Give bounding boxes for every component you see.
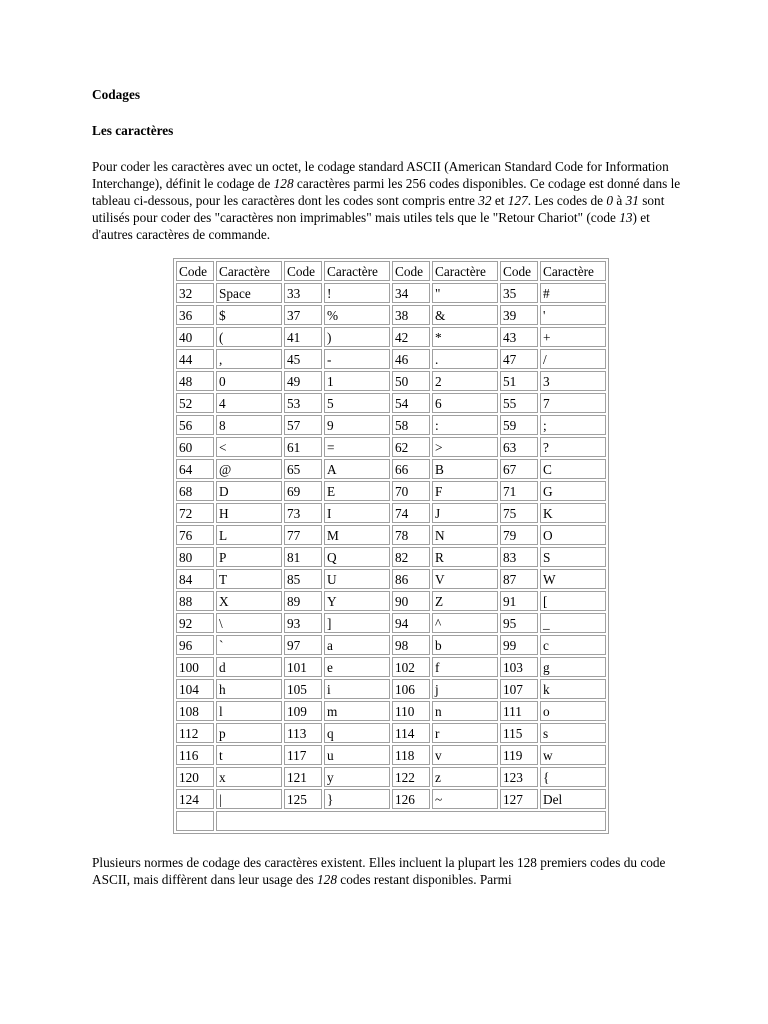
outro-paragraph [92,854,682,888]
character-cell: * [432,327,498,347]
table-row [176,393,606,413]
character-cell: X [216,591,282,611]
code-cell: 74 [392,503,430,523]
intro-text-1: Pour coder les caractères avec un octet, le codage standard ASCII (American Standard Code for Information Interchange), définit le codage de [92,159,669,191]
character-cell: T [216,569,282,589]
character-cell: 8 [216,415,282,435]
character-cell: 0 [216,371,282,391]
page-title: Codages [92,87,141,102]
code-cell: 106 [392,679,430,699]
code-cell: 59 [500,415,538,435]
character-cell: P [216,547,282,567]
character-cell: I [324,503,390,523]
character-cell: W [540,569,606,589]
character-cell: [ [540,591,606,611]
table-row [176,547,606,567]
code-cell: 68 [176,481,214,501]
code-cell: 109 [284,701,322,721]
code-cell: 115 [500,723,538,743]
code-cell: 79 [500,525,538,545]
character-cell: 6 [432,393,498,413]
code-cell: 57 [284,415,322,435]
ascii-table-body [176,283,606,831]
table-row [176,613,606,633]
table-row [176,371,606,391]
intro-text-4: . Les codes de [527,193,607,208]
table-row [176,723,606,743]
character-cell: G [540,481,606,501]
code-cell: 96 [176,635,214,655]
character-cell: b [432,635,498,655]
table-row [176,679,606,699]
character-cell: L [216,525,282,545]
code-cell: 35 [500,283,538,303]
table-row [176,745,606,765]
table-row [176,657,606,677]
character-cell: > [432,437,498,457]
code-cell: 121 [284,767,322,787]
character-cell: c [540,635,606,655]
empty-cell [216,811,606,831]
character-cell: ? [540,437,606,457]
code-cell: 91 [500,591,538,611]
intro-text-2: caractères parmi les 256 codes disponibles. Ce codage est donné dans le tableau ci-dessous, pour les caractères dont les codes sont compris entre [92,176,681,208]
ascii-table-container [173,258,682,834]
character-cell: { [540,767,606,787]
character-cell: : [432,415,498,435]
ascii-table [173,258,609,834]
character-cell: \ [216,613,282,633]
character-cell: A [324,459,390,479]
code-cell: 44 [176,349,214,369]
character-cell: | [216,789,282,809]
character-cell: x [216,767,282,787]
code-cell: 55 [500,393,538,413]
character-cell: a [324,635,390,655]
table-row [176,283,606,303]
code-cell: 73 [284,503,322,523]
character-cell: ' [540,305,606,325]
code-cell: 123 [500,767,538,787]
code-cell: 32 [176,283,214,303]
character-cell: ; [540,415,606,435]
intro-text-7: ) et d'autres caractères de commande. [92,210,650,242]
character-cell: l [216,701,282,721]
header-code: Code [392,261,430,281]
code-cell: 112 [176,723,214,743]
code-cell: 38 [392,305,430,325]
intro-number-127: 127 [507,193,528,208]
header-character: Caractère [216,261,282,281]
character-cell: " [432,283,498,303]
code-cell: 33 [284,283,322,303]
code-cell: 71 [500,481,538,501]
character-cell: % [324,305,390,325]
code-cell: 90 [392,591,430,611]
header-code: Code [176,261,214,281]
character-cell: 2 [432,371,498,391]
character-cell: u [324,745,390,765]
code-cell: 114 [392,723,430,743]
table-row [176,481,606,501]
character-cell: 5 [324,393,390,413]
character-cell: 1 [324,371,390,391]
character-cell: e [324,657,390,677]
character-cell: m [324,701,390,721]
character-cell: D [216,481,282,501]
character-cell: Z [432,591,498,611]
character-cell: 3 [540,371,606,391]
code-cell: 100 [176,657,214,677]
character-cell: O [540,525,606,545]
character-cell: _ [540,613,606,633]
intro-number-13: 13 [619,210,633,225]
code-cell: 88 [176,591,214,611]
character-cell: S [540,547,606,567]
character-cell: ! [324,283,390,303]
character-cell: Y [324,591,390,611]
character-cell: @ [216,459,282,479]
code-cell: 58 [392,415,430,435]
table-row [176,327,606,347]
code-cell: 48 [176,371,214,391]
character-cell: j [432,679,498,699]
character-cell: k [540,679,606,699]
character-cell: ^ [432,613,498,633]
code-cell: 103 [500,657,538,677]
intro-number-128: 128 [273,176,294,191]
character-cell: r [432,723,498,743]
empty-table-row [176,811,606,831]
character-cell: Del [540,789,606,809]
character-cell: z [432,767,498,787]
intro-text-6: sont utilisés pour coder des "caractères non imprimables" mais utiles tels que le "Retour Chariot" (code [92,193,665,225]
code-cell: 92 [176,613,214,633]
header-character: Caractère [324,261,390,281]
code-cell: 34 [392,283,430,303]
code-cell: 78 [392,525,430,545]
code-cell: 49 [284,371,322,391]
character-cell: $ [216,305,282,325]
code-cell: 111 [500,701,538,721]
character-cell: / [540,349,606,369]
character-cell: = [324,437,390,457]
code-cell: 43 [500,327,538,347]
character-cell: H [216,503,282,523]
code-cell: 95 [500,613,538,633]
character-cell: - [324,349,390,369]
code-cell: 66 [392,459,430,479]
character-cell: ( [216,327,282,347]
character-cell: V [432,569,498,589]
code-cell: 40 [176,327,214,347]
character-cell: v [432,745,498,765]
document-page [92,86,682,888]
character-cell: ~ [432,789,498,809]
intro-number-32: 32 [478,193,492,208]
code-cell: 113 [284,723,322,743]
code-cell: 41 [284,327,322,347]
section-heading: Les caractères [92,123,174,138]
header-character: Caractère [432,261,498,281]
code-cell: 72 [176,503,214,523]
character-cell: ` [216,635,282,655]
code-cell: 42 [392,327,430,347]
code-cell: 108 [176,701,214,721]
character-cell: t [216,745,282,765]
code-cell: 64 [176,459,214,479]
character-cell: n [432,701,498,721]
code-cell: 120 [176,767,214,787]
intro-text-3: et [491,193,508,208]
character-cell: p [216,723,282,743]
header-code: Code [500,261,538,281]
code-cell: 97 [284,635,322,655]
code-cell: 125 [284,789,322,809]
code-cell: 127 [500,789,538,809]
table-row [176,459,606,479]
character-cell: M [324,525,390,545]
code-cell: 126 [392,789,430,809]
code-cell: 110 [392,701,430,721]
code-cell: 118 [392,745,430,765]
code-cell: 122 [392,767,430,787]
code-cell: 82 [392,547,430,567]
outro-number-128: 128 [317,872,337,887]
code-cell: 87 [500,569,538,589]
intro-text-5: à [613,193,626,208]
code-cell: 45 [284,349,322,369]
character-cell: } [324,789,390,809]
code-cell: 89 [284,591,322,611]
character-cell: U [324,569,390,589]
character-cell: + [540,327,606,347]
code-cell: 99 [500,635,538,655]
code-cell: 81 [284,547,322,567]
code-cell: 53 [284,393,322,413]
table-row [176,415,606,435]
table-row [176,789,606,809]
code-cell: 52 [176,393,214,413]
character-cell: 4 [216,393,282,413]
table-row [176,767,606,787]
character-cell: # [540,283,606,303]
table-row [176,503,606,523]
code-cell: 47 [500,349,538,369]
code-cell: 77 [284,525,322,545]
code-cell: 51 [500,371,538,391]
code-cell: 117 [284,745,322,765]
character-cell: f [432,657,498,677]
code-cell: 98 [392,635,430,655]
code-cell: 101 [284,657,322,677]
character-cell: < [216,437,282,457]
character-cell: R [432,547,498,567]
code-cell: 105 [284,679,322,699]
character-cell: Space [216,283,282,303]
code-cell: 83 [500,547,538,567]
intro-paragraph [92,158,682,243]
table-row [176,591,606,611]
character-cell: q [324,723,390,743]
code-cell: 54 [392,393,430,413]
character-cell: ) [324,327,390,347]
character-cell: 9 [324,415,390,435]
code-cell: 50 [392,371,430,391]
character-cell: ] [324,613,390,633]
character-cell: 7 [540,393,606,413]
header-code: Code [284,261,322,281]
character-cell: C [540,459,606,479]
character-cell: N [432,525,498,545]
code-cell: 65 [284,459,322,479]
table-row [176,437,606,457]
code-cell: 39 [500,305,538,325]
character-cell: i [324,679,390,699]
empty-cell [176,811,214,831]
character-cell: E [324,481,390,501]
character-cell: Q [324,547,390,567]
table-row [176,349,606,369]
code-cell: 107 [500,679,538,699]
code-cell: 37 [284,305,322,325]
code-cell: 67 [500,459,538,479]
header-character: Caractère [540,261,606,281]
character-cell: g [540,657,606,677]
code-cell: 94 [392,613,430,633]
outro-text-2: codes restant disponibles. Parmi [336,872,512,887]
character-cell: J [432,503,498,523]
code-cell: 75 [500,503,538,523]
character-cell: d [216,657,282,677]
code-cell: 60 [176,437,214,457]
table-header-row [176,261,606,281]
code-cell: 85 [284,569,322,589]
character-cell: & [432,305,498,325]
code-cell: 46 [392,349,430,369]
code-cell: 93 [284,613,322,633]
character-cell: K [540,503,606,523]
code-cell: 116 [176,745,214,765]
character-cell: y [324,767,390,787]
code-cell: 119 [500,745,538,765]
table-row [176,701,606,721]
code-cell: 56 [176,415,214,435]
code-cell: 84 [176,569,214,589]
outro-text-1: Plusieurs normes de codage des caractères existent. Elles incluent la plupart les 128 premiers codes du code ASCII, mais diffèrent dans leur usage des [92,855,666,887]
code-cell: 62 [392,437,430,457]
character-cell: s [540,723,606,743]
code-cell: 86 [392,569,430,589]
table-row [176,525,606,545]
character-cell: , [216,349,282,369]
character-cell: w [540,745,606,765]
table-row [176,635,606,655]
character-cell: B [432,459,498,479]
code-cell: 69 [284,481,322,501]
code-cell: 76 [176,525,214,545]
code-cell: 36 [176,305,214,325]
code-cell: 61 [284,437,322,457]
intro-number-31: 31 [625,193,639,208]
code-cell: 63 [500,437,538,457]
table-row [176,305,606,325]
code-cell: 124 [176,789,214,809]
character-cell: o [540,701,606,721]
character-cell: F [432,481,498,501]
code-cell: 104 [176,679,214,699]
code-cell: 102 [392,657,430,677]
code-cell: 80 [176,547,214,567]
character-cell: h [216,679,282,699]
code-cell: 70 [392,481,430,501]
intro-number-0: 0 [606,193,614,208]
table-row [176,569,606,589]
character-cell: . [432,349,498,369]
